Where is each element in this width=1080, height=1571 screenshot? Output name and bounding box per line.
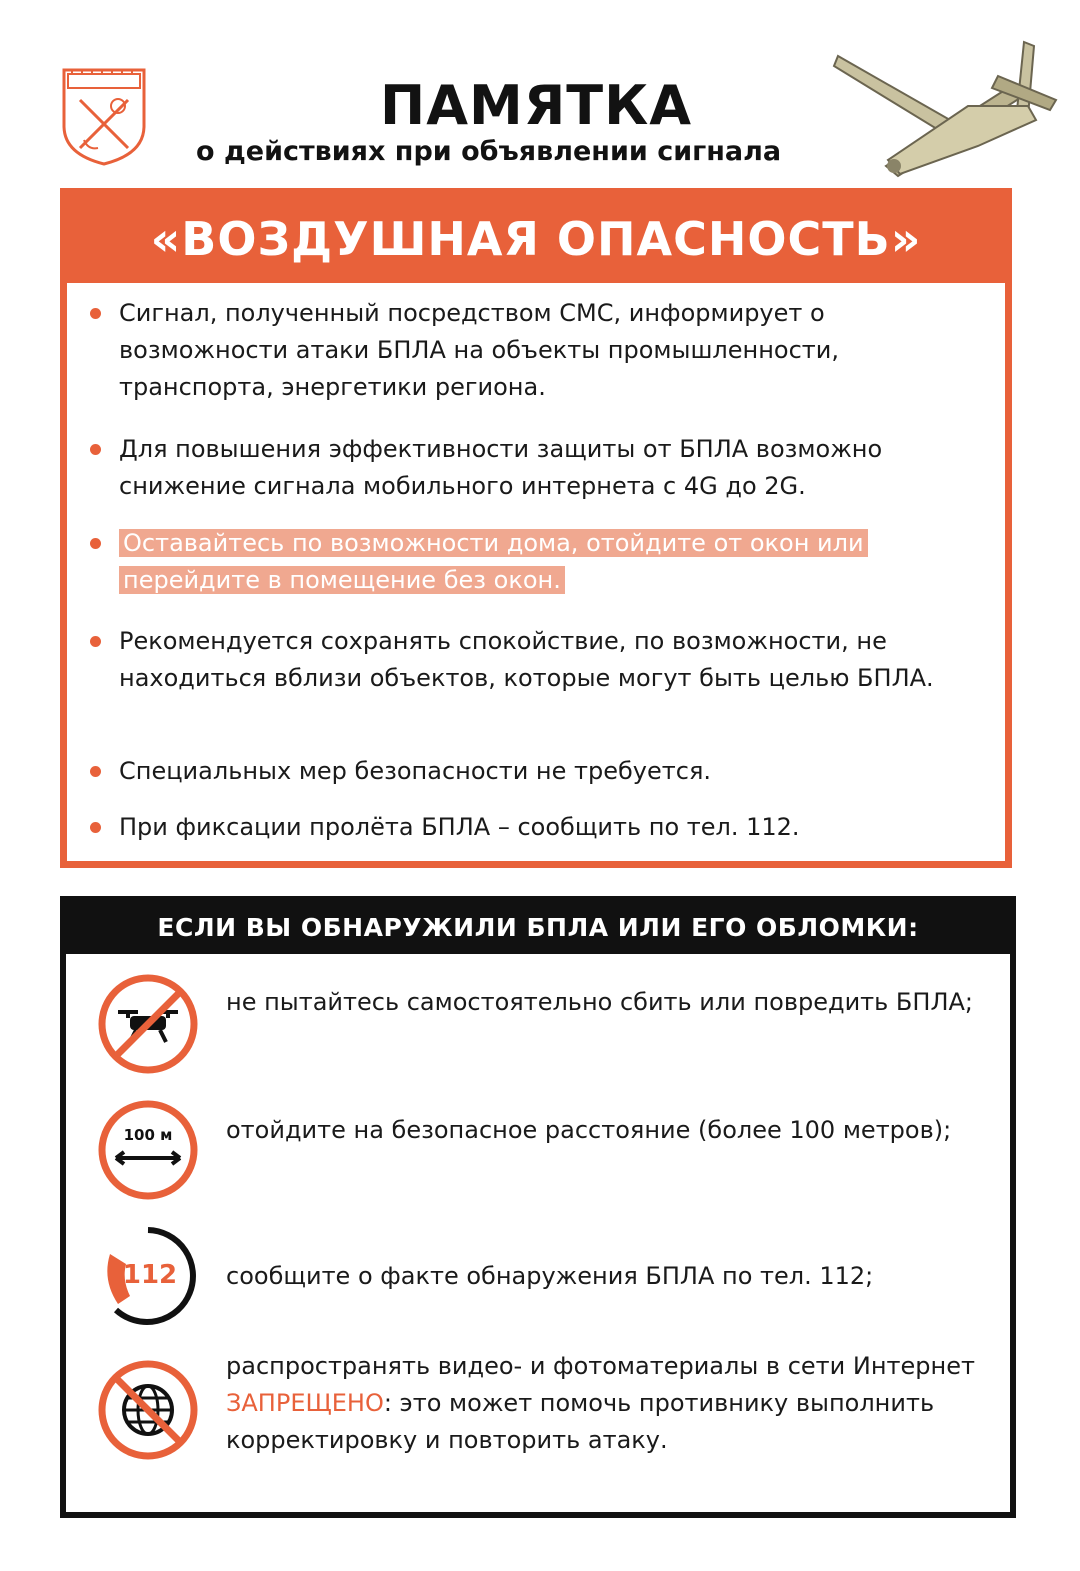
no-drone-icon: [96, 972, 200, 1076]
distance-100m-icon: [96, 1098, 200, 1202]
alert-bullet-5: [95, 753, 975, 790]
alert-bullet-text: Рекомендуется сохранять спокойствие, по возможности, не находиться вблизи объектов, которые могут быть целью БПЛА.: [119, 627, 934, 692]
no-internet-icon: [96, 1358, 200, 1462]
alert-bullet-2: [95, 431, 975, 505]
alert-bullet-6: [95, 809, 975, 846]
distance-circle-icon: [96, 1098, 200, 1202]
bullet-dot-icon: [90, 538, 101, 549]
alert-bullet-1: [95, 295, 975, 406]
bullet-dot-icon: [90, 636, 101, 647]
distance-label: 100 м: [123, 1126, 173, 1144]
drone-plane-icon: [828, 36, 1060, 188]
alert-bullet-text: Специальных мер безопасности не требуется.: [119, 757, 712, 785]
alert-bullet-text: Сигнал, полученный посредством СМС, информирует о возможности атаки БПЛА на объекты промышленности, транспорта, энергетики региона.: [119, 299, 839, 401]
coat-of-arms-icon: [58, 66, 150, 166]
found-item-4-text: [226, 1348, 986, 1459]
found-item-2-text: отойдите на безопасное расстояние (более 100 метров);: [226, 1116, 952, 1144]
alert-heading: «ВОЗДУШНАЯ ОПАСНОСТЬ»: [67, 195, 1005, 283]
prohibited-word: ЗАПРЕЩЕНО: [226, 1389, 384, 1417]
found-item-4-text-before: распространять видео- и фотоматериалы в сети Интернет: [226, 1352, 975, 1380]
bullet-dot-icon: [90, 308, 101, 319]
page-title: ПАМЯТКА: [380, 74, 693, 137]
phone-label: 112: [122, 1260, 178, 1290]
alert-bullet-4: [95, 623, 975, 697]
alert-bullet-text: При фиксации пролёта БПЛА – сообщить по тел. 112.: [119, 813, 800, 841]
phone-112-icon: [96, 1224, 200, 1328]
bullet-dot-icon: [90, 766, 101, 777]
found-item-4-text-after: : это может помочь противнику выполнить корректировку и повторить атаку.: [226, 1389, 935, 1454]
page-subtitle: о действиях при объявлении сигнала: [196, 136, 782, 167]
bullet-dot-icon: [90, 444, 101, 455]
bullet-dot-icon: [90, 822, 101, 833]
alert-bullet-text: Для повышения эффективности защиты от БПЛА возможно снижение сигнала мобильного интернета с 4G до 2G.: [119, 435, 883, 500]
found-heading: ЕСЛИ ВЫ ОБНАРУЖИЛИ БПЛА ИЛИ ЕГО ОБЛОМКИ:: [66, 902, 1010, 954]
alert-bullet-highlight: Оставайтесь по возможности дома, отойдите от окон или перейдите в помещение без окон.: [119, 529, 868, 594]
alert-box: [60, 188, 1012, 868]
found-item-1-text: не пытайтесь самостоятельно сбить или повредить БПЛА;: [226, 988, 973, 1016]
alert-bullet-3: [95, 525, 975, 599]
found-drone-box: [60, 896, 1016, 1518]
found-item-3-text: сообщите о факте обнаружения БПЛА по тел. 112;: [226, 1262, 874, 1290]
